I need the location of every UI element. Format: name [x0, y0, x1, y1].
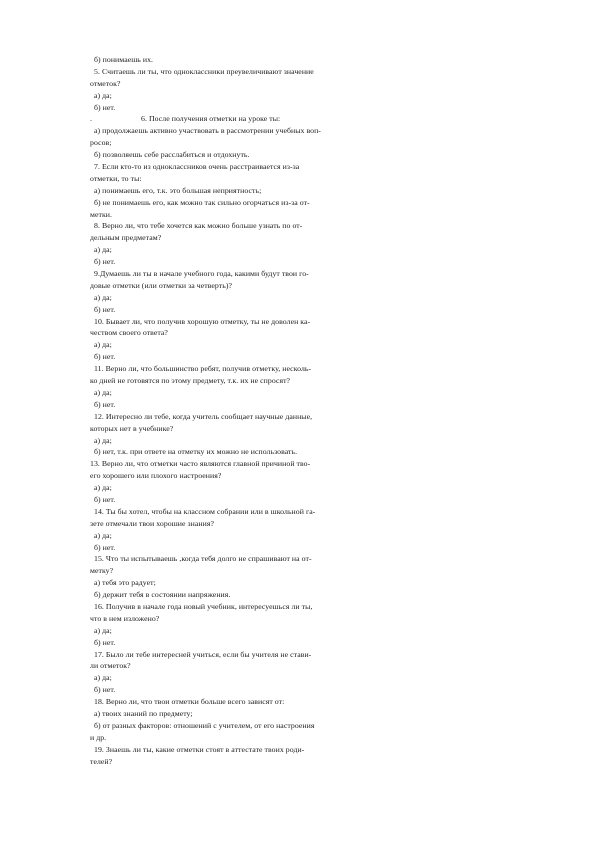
text-line: ко дней не готовятся по этому предмету, т.к. их не спросят? [90, 376, 291, 386]
answer-option: а) да; [94, 625, 112, 635]
answer-option: б) позволяешь себе расслабиться и отдохнуть. [94, 150, 250, 160]
question-18: 18. Верно ли, что твои отметки больше всего зависят от: [94, 697, 285, 707]
answer-option: б) держит тебя в состоянии напряжения. [94, 590, 231, 600]
answer-option: б) нет. [94, 304, 116, 314]
question-11: 11. Верно ли, что большинство ребят, получив отметку, несколь- [94, 364, 312, 374]
answer-option: б) нет. [94, 494, 116, 504]
text-line: метки. [90, 209, 113, 219]
answer-option: а) да; [94, 292, 112, 302]
question-7: 7. Если кто-то из одноклассников очень расстраивается из-за [94, 162, 300, 172]
answer-option: б) не понимаешь его, как можно так сильно огорчаться из-за от- [94, 197, 310, 207]
question-6: 6. После получения отметки на уроке ты: [141, 114, 281, 124]
question-16: 16. Получив в начале года новый учебник, интересуешься ли ты, [94, 601, 313, 611]
answer-option: б) от разных факторов: отношений с учителем, от его настроения [94, 720, 315, 730]
answer-option: а) тебя это радует; [94, 578, 156, 588]
answer-option: б) нет. [94, 257, 116, 267]
text-line: б) понимаешь их. [94, 55, 154, 64]
answer-option: а) да; [94, 530, 112, 540]
answer-option: а) понимаешь его, т.к. это большая неприятность; [94, 185, 262, 195]
answer-option: б) нет. [94, 542, 116, 552]
question-10: 10. Бывает ли, что получив хорошую отметку, ты не доволен ка- [94, 316, 311, 326]
question-13: 13. Верно ли, что отметки часто являются главной причиной тво- [90, 459, 311, 469]
text-line: и др. [90, 732, 107, 742]
answer-option: б) нет. [94, 102, 116, 112]
text-line: телей? [90, 756, 113, 766]
question-15: 15. Что ты испытываешь ,когда тебя долго не спрашивают на от- [94, 554, 312, 564]
questionnaire-text [90, 54, 380, 767]
text-line: довые отметки (или отметки за четверть)? [90, 280, 232, 290]
text-line: отметок? [90, 78, 121, 88]
question-14: 14. Ты бы хотел, чтобы на классном собрании или в школьной га- [94, 506, 316, 516]
answer-option: б) нет. [94, 399, 116, 409]
answer-option: а) да; [94, 673, 112, 683]
answer-option: б) нет. [94, 685, 116, 695]
text-line: зете отмечали твои хорошие знания? [90, 518, 214, 528]
text-line: его хорошего или плохого настроения? [90, 471, 222, 481]
answer-option: а) да; [94, 90, 112, 100]
question-5: 5. Считаешь ли ты, что одноклассники преувеличивают значение [94, 66, 314, 76]
question-6-line [90, 113, 380, 125]
answer-option: а) твоих знаний по предмету; [94, 708, 193, 718]
question-17: 17. Было ли тебе интересней учиться, если бы учителя не стави- [94, 649, 312, 659]
text-line: метку? [90, 566, 114, 576]
text-line: которых нет в учебнике? [90, 423, 174, 433]
text-line: ли отметок? [90, 661, 131, 671]
question-19: 19. Знаешь ли ты, какие отметки стоят в аттестате твоих роди- [94, 744, 305, 754]
answer-option: а) да; [94, 483, 112, 493]
stray-dot: . [90, 114, 92, 124]
question-8: 8. Верно ли, что тебе хочется как можно больше узнать по от- [94, 221, 303, 231]
answer-option: а) продолжаешь активно участвовать в рассмотрении учебных воп- [94, 126, 321, 136]
text-line: чеством своего ответа? [90, 328, 168, 338]
answer-option: а) да; [94, 387, 112, 397]
question-9: 9.Думаешь ли ты в начале учебного года, какими будут твои го- [94, 269, 309, 279]
text-line: дельным предметам? [90, 233, 162, 243]
answer-option: б) нет, т.к. при ответе на отметку их можно не использовать. [94, 447, 298, 457]
answer-option: а) да; [94, 340, 112, 350]
question-12: 12. Интересно ли тебе, когда учитель сообщает научные данные, [94, 411, 313, 421]
text-line: отметки, то ты: [90, 173, 142, 183]
text-line: росов; [90, 138, 112, 148]
answer-option: б) нет. [94, 637, 116, 647]
answer-option: а) да; [94, 435, 112, 445]
answer-option: а) да; [94, 245, 112, 255]
text-line: что в нем изложено? [90, 613, 160, 623]
answer-option: б) нет. [94, 352, 116, 362]
